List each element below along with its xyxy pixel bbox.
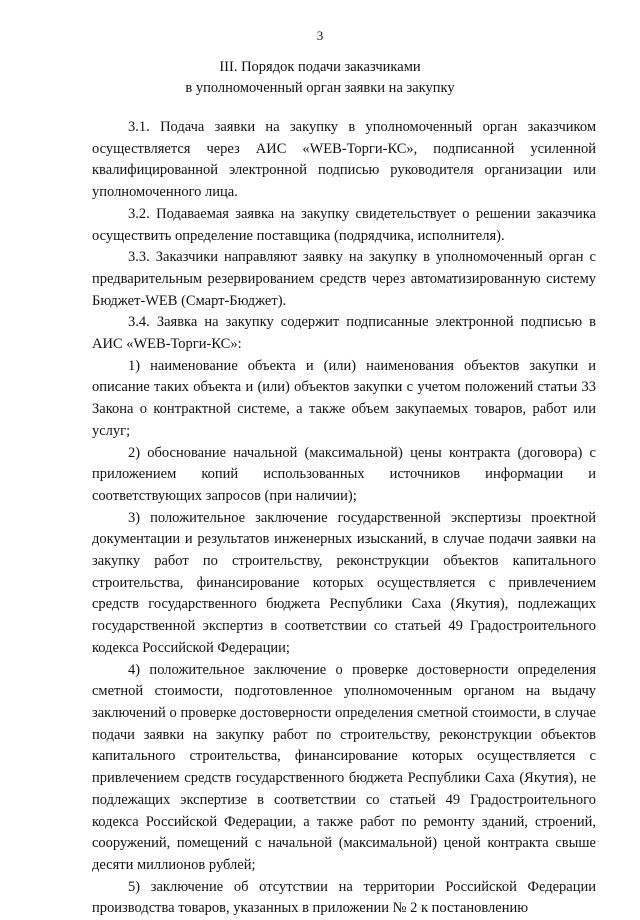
paragraph-3-2: 3.2. Подаваемая заявка на закупку свидетельствует о решении заказчика осуществить определение поставщика (подрядчика, исполнителя). [92,205,596,244]
paragraph-3-1: 3.1. Подача заявки на закупку в уполномоченный орган заказчиком осуществляется через АИС «WEB-Торги-КС», подписанной усиленной квалифицированной электронной подписью руководителя организации или уполномоченного лица. [92,119,596,201]
section-title-line-1: III. Порядок подачи заказчиками [219,59,421,75]
paragraph-3-4: 3.4. Заявка на закупку содержит подписанные электронной подписью в АИС «WEB-Торги-КС»: [92,314,596,353]
list-item-3: 3) положительное заключение государственной экспертизы проектной документации и результатов инженерных изысканий, в случае подачи заявки на закупку работ по строительству, реконструкции объектов капитального строительства, финансирование которых осуществляется с привлечением средств государственного бюджета Республики Саха (Якутия), подлежащих государственной экспертиз в соответствии со статьей 49 Градостроительного кодекса Российской Федерации; [92,509,596,656]
section-title-line-2: в уполномоченный орган заявки на закупку [185,80,455,96]
document-body [92,117,596,920]
list-item-1: 1) наименование объекта и (или) наименования объектов закупки и описание таких объекта и (или) объектов закупки с учетом положений статьи 33 Закона о контрактной системе, а также объем закупаемых товаров, работ или услуг; [92,357,596,439]
paragraph-3-3: 3.3. Заказчики направляют заявку на закупку в уполномоченный орган с предварительным резервированием средств через автоматизированную систему Бюджет-WEB (Смарт-Бюджет). [92,249,596,309]
list-item-2: 2) обоснование начальной (максимальной) цены контракта (договора) с приложением копий использованных источников информации и соответствующих запросов (при наличии); [92,444,596,504]
list-item-4: 4) положительное заключение о проверке достоверности определения сметной стоимости, подготовленное уполномоченным органом на выдачу заключений о проверке достоверности определения сметной стоимости, в случае подачи заявки на закупку работ по строительству, реконструкции объектов капитального строительства, финансирование которых осуществляется с привлечением средств государственного бюджета Республики Саха (Якутия), не подлежащих экспертизе в соответствии со статьей 49 Градостроительного кодекса Российской Федерации, а также работ по ремонту зданий, строений, сооружений, помещений с начальной (максимальной) ценой контракта свыше десяти миллионов рублей; [92,661,596,873]
section-heading [0,57,640,99]
list-item-5: 5) заключение об отсутствии на территории Российской Федерации производства товаров, указанных в приложении № 2 к постановлению [92,878,596,917]
page-number: 3 [316,28,324,43]
